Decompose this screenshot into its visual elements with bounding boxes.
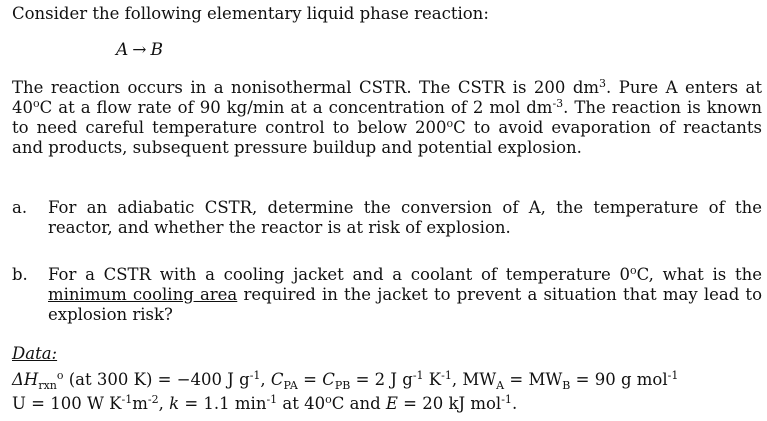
- desc-part: C at a flow rate of 90 kg/min at a concentration of 2 mol dm: [39, 98, 553, 117]
- exponent: -1: [667, 369, 679, 382]
- data-text: = 90 g mol: [570, 370, 668, 389]
- subscript: rxn: [38, 379, 57, 392]
- data-text: ,: [158, 394, 170, 413]
- part-b-segment: For a CSTR with a cooling jacket and a coolant of temperature 0: [48, 265, 630, 284]
- exponent: -1: [266, 393, 278, 406]
- data-text: = 20 kJ mol: [397, 394, 502, 413]
- subscript: PB: [334, 379, 351, 392]
- data-text: = 1.1 min: [179, 394, 267, 413]
- exponent: -1: [412, 369, 424, 382]
- exponent: -1: [441, 369, 452, 382]
- product: B: [150, 40, 164, 60]
- data-text: =: [297, 370, 323, 389]
- superscript: o: [56, 369, 64, 382]
- subscript: A: [496, 379, 505, 392]
- degree-mark: o: [446, 117, 454, 130]
- part-b-marker: b.: [12, 265, 28, 284]
- data-text: m: [132, 394, 148, 413]
- data-text: , MW: [451, 370, 497, 389]
- data-heading: Data:: [12, 344, 58, 363]
- part-a-marker: a.: [12, 198, 28, 217]
- problem-description: [12, 78, 762, 158]
- subscript: PA: [283, 379, 298, 392]
- desc-part: . The reaction is known to need careful temperature control to below 200: [12, 98, 762, 137]
- desc-exponent: -3: [552, 97, 564, 110]
- data-text: .: [511, 394, 518, 413]
- part-b-text: [48, 265, 762, 325]
- data-text: (at 300 K) = −400 J g: [63, 370, 250, 389]
- data-text: at 40: [277, 394, 326, 413]
- data-text: = MW: [504, 370, 563, 389]
- activation-energy-symbol: E: [385, 394, 398, 413]
- reaction-arrow: →: [132, 40, 147, 60]
- desc-exponent: 3: [599, 77, 607, 90]
- degree-mark: o: [325, 393, 332, 406]
- desc-part: . Pure A enters at 40: [12, 78, 763, 117]
- underlined-phrase: minimum cooling area: [48, 285, 238, 304]
- heat-capacity-symbol: C: [270, 370, 284, 389]
- data-text: ,: [260, 370, 271, 389]
- heat-capacity-symbol: C: [322, 370, 335, 389]
- rate-constant-symbol: k: [169, 394, 180, 413]
- data-line-1: [12, 370, 678, 390]
- exponent: -1: [249, 369, 261, 382]
- degree-mark: o: [33, 97, 40, 110]
- desc-part: The reaction occurs in a nonisothermal CSTR. The CSTR is 200 dm: [12, 78, 600, 97]
- data-text: C and: [331, 394, 386, 413]
- enthalpy-symbol: ΔH: [12, 370, 39, 389]
- question-part-b: [12, 265, 762, 325]
- intro-text: Consider the following elementary liquid phase reaction:: [12, 4, 489, 23]
- data-text: U = 100 W K: [12, 394, 122, 413]
- exponent: -1: [121, 393, 133, 406]
- exponent: -1: [501, 393, 512, 406]
- exponent: -2: [147, 393, 159, 406]
- reaction-equation: [116, 40, 163, 60]
- question-part-a: [12, 198, 762, 238]
- part-b-segment: required in the jacket to prevent a situation that may lead to explosion risk?: [48, 285, 762, 324]
- desc-part: C to avoid evaporation of reactants and products, subsequent pressure buildup and potential explosion.: [12, 118, 763, 157]
- subscript: B: [562, 379, 571, 392]
- part-a-text: For an adiabatic CSTR, determine the conversion of A, the temperature of the reactor, and whether the reactor is at risk of explosion.: [48, 198, 762, 237]
- reactant: A: [116, 40, 129, 60]
- data-text: = 2 J g: [350, 370, 413, 389]
- part-b-segment: C, what is the: [636, 265, 762, 284]
- data-text: K: [423, 370, 442, 389]
- data-line-2: [12, 394, 517, 414]
- degree-mark: o: [629, 264, 637, 277]
